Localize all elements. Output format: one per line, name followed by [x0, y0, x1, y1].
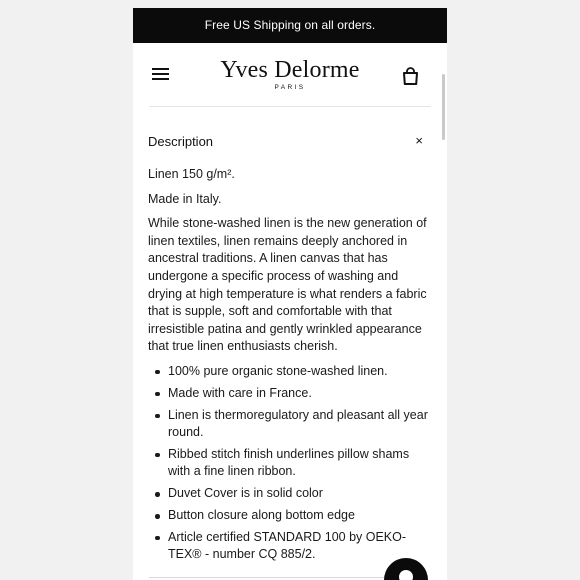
- logo-subtitle: PARIS: [274, 84, 306, 91]
- brand-logo[interactable]: [203, 57, 377, 92]
- logo-wordmark: Yves Delorme: [220, 57, 360, 83]
- fabric-weight: Linen 150 g/m².: [148, 167, 235, 181]
- hamburger-menu-icon[interactable]: [152, 68, 169, 81]
- description-accordion-header[interactable]: [148, 132, 433, 152]
- list-item: Duvet Cover is in solid color: [168, 485, 433, 503]
- list-item: Linen is thermoregulatory and pleasant all year round.: [168, 407, 433, 442]
- list-item: Made with care in France.: [168, 385, 433, 403]
- shipping-banner-text: Free US Shipping on all orders.: [204, 18, 376, 32]
- description-title: Description: [148, 134, 214, 149]
- description-content: [148, 166, 433, 568]
- chat-icon: [399, 570, 413, 580]
- list-item: Article certified STANDARD 100 by OEKO-TEX® - number CQ 885/2.: [168, 529, 433, 564]
- close-icon[interactable]: ×: [415, 133, 423, 148]
- list-item: Button closure along bottom edge: [168, 507, 433, 525]
- shopping-bag-icon[interactable]: [402, 67, 419, 85]
- shipping-banner: [133, 8, 447, 43]
- section-divider: [149, 577, 389, 578]
- description-paragraph: While stone-washed linen is the new generation of linen textiles, linen remains deeply anchored in ancestral traditions. A linen canvas that has undergone a specific process of washing and drying at high temperature is what renders a fabric that is supple, soft and comfortable with that irresistible patina and gently wrinkled appearance that true linen enthusiasts cherish.: [148, 216, 427, 354]
- mobile-page: [133, 8, 447, 580]
- scrollbar-thumb[interactable]: [442, 74, 445, 140]
- site-header: [133, 43, 447, 108]
- section-divider: [149, 106, 431, 107]
- feature-list: [148, 363, 433, 564]
- list-item: 100% pure organic stone-washed linen.: [168, 363, 433, 381]
- origin-text: Made in Italy.: [148, 191, 222, 206]
- list-item: Ribbed stitch finish underlines pillow shams with a fine linen ribbon.: [168, 446, 433, 481]
